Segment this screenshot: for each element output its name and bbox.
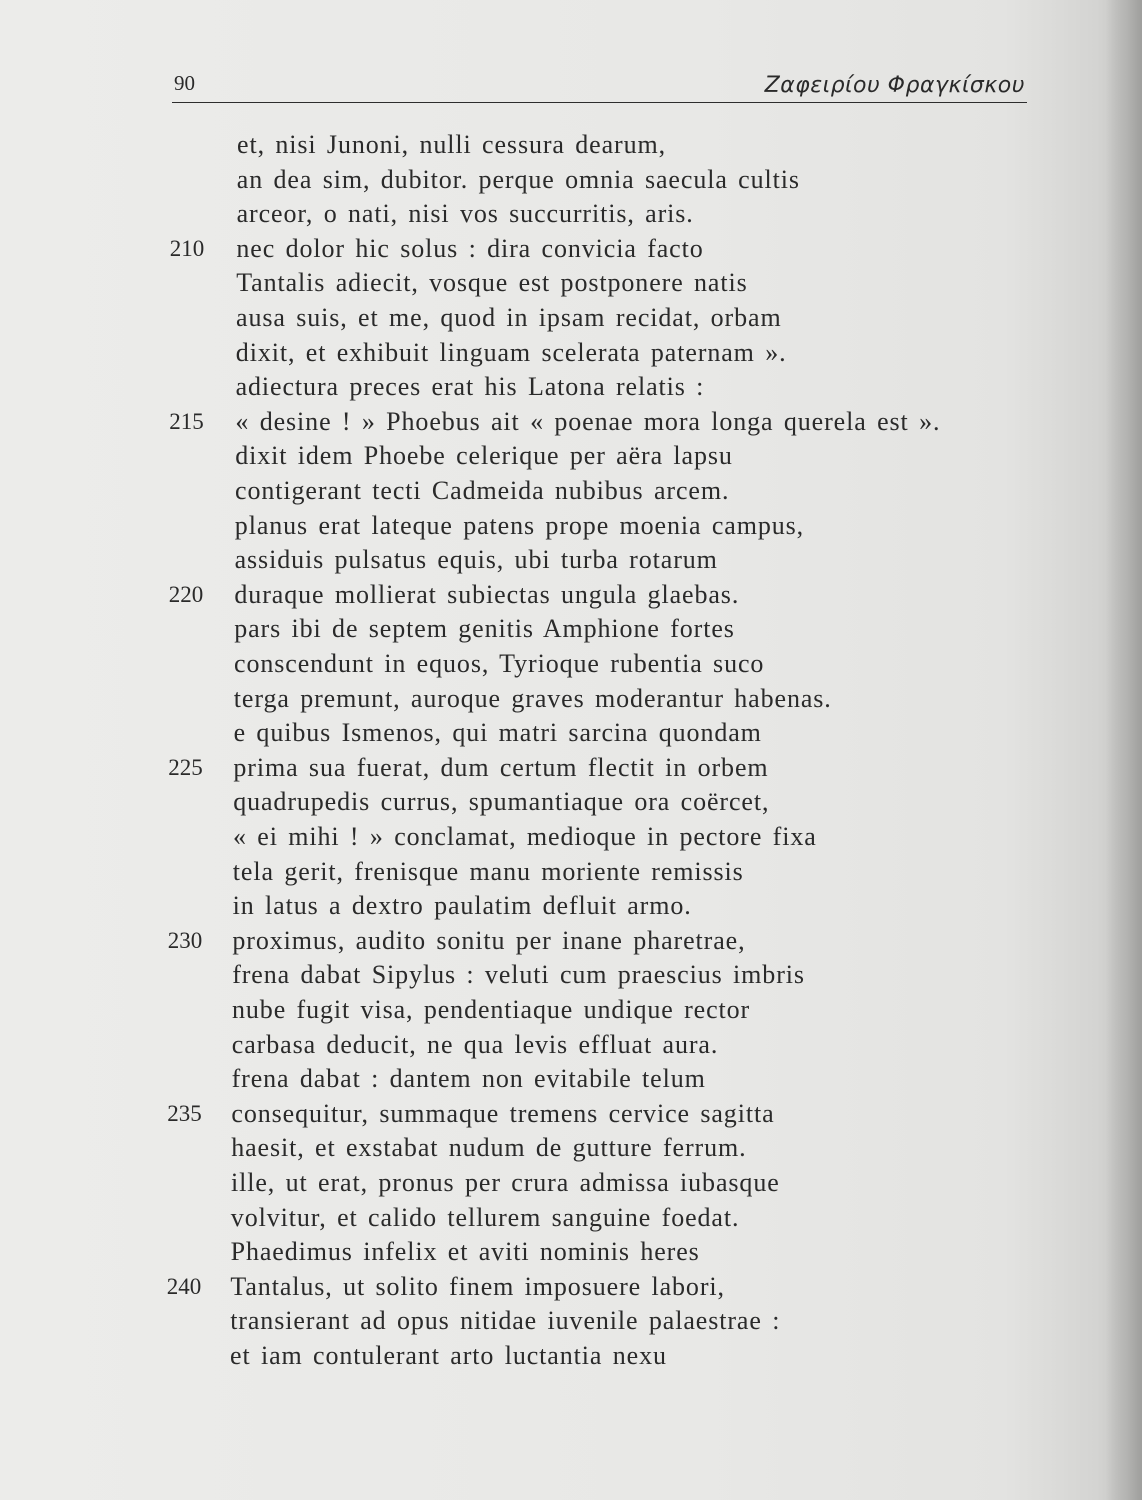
page-header (172, 62, 1027, 103)
verse-line: conscendunt in equos, Tyrioque rubentia suco (234, 649, 765, 678)
verse-line: transierant ad opus nitidae iuvenile palaestrae : (230, 1306, 781, 1336)
line-number: 215 (169, 408, 204, 434)
verse-line: an dea sim, dubitor. perque omnia saecula cultis (236, 164, 800, 194)
verse-line: Tantalus, ut solito finem imposuere labori, (230, 1271, 725, 1301)
verse-line: adiectura preces erat his Latona relatis : (235, 372, 705, 402)
verse-line: e quibus Ismenos, qui matri sarcina quondam (233, 718, 762, 748)
verse-line: pars ibi de septem genitis Amphione fortes (234, 614, 735, 644)
verse-line: terga premunt, auroque graves moderantur habenas. (233, 683, 832, 713)
running-head: Ζαφειρίου Φραγκίσκου (764, 73, 1025, 98)
verse-line: proximus, audito sonitu per inane pharetrae, (232, 925, 746, 955)
verse-line: quadrupedis currus, spumantiaque ora coërcet, (233, 787, 770, 817)
line-number: 210 (169, 235, 205, 261)
verse-line: prima sua fuerat, dum certum flectit in orbem (233, 752, 769, 782)
verse-line: tela gerit, frenisque manu moriente remissis (232, 856, 744, 886)
verse-line: duraque mollierat subiectas ungula glaebas. (234, 579, 740, 609)
verse-line: ausa suis, et me, quod in ipsam recidat, orbam (236, 303, 782, 332)
verse-line: in latus a dextro paulatim defluit armo. (232, 891, 692, 921)
verse-line: assiduis pulsatus equis, ubi turba rotarum (234, 545, 718, 575)
verse-line: ille, ut erat, pronus per crura admissa iubasque (231, 1168, 780, 1197)
line-number: 225 (168, 754, 203, 780)
line-number: 240 (166, 1273, 202, 1299)
line-number: 235 (167, 1100, 202, 1126)
verse-line: et, nisi Junoni, nulli cessura dearum, (237, 130, 667, 159)
page-number: 90 (174, 71, 195, 95)
verse-line: Tantalis adiecit, vosque est postponere natis (236, 268, 748, 298)
verse-line: et iam contulerant arto luctantia nexu (230, 1341, 667, 1370)
line-number: 220 (168, 581, 204, 607)
verse-line: nube fugit visa, pendentiaque undique rector (232, 995, 751, 1024)
verse-line: « desine ! » Phoebus ait « poenae mora longa querela est ». (235, 406, 941, 436)
verse-line: frena dabat : dantem non evitabile telum (231, 1064, 706, 1094)
verse-line: frena dabat Sipylus : veluti cum praescius imbris (232, 960, 805, 990)
verse-line: consequitur, summaque tremens cervice sagitta (231, 1098, 775, 1128)
verse-line: carbasa deducit, ne qua levis effluat aura. (231, 1029, 719, 1059)
line-number: 230 (167, 927, 203, 953)
verse-line: « ei mihi ! » conclamat, medioque in pectore fixa (233, 822, 817, 851)
verse-line: arceor, o nati, nisi vos succurritis, aris. (236, 199, 694, 229)
verse-line: haesit, et exstabat nudum de gutture ferrum. (231, 1133, 747, 1163)
verse-line: dixit idem Phoebe celerique per aëra lapsu (235, 441, 733, 471)
verse-line: contigerant tecti Cadmeida nubibus arcem. (235, 476, 730, 505)
verse-line: volvitur, et calido tellurem sanguine foedat. (230, 1202, 740, 1232)
verse-line: planus erat lateque patens prope moenia campus, (234, 510, 805, 540)
verse-line: nec dolor hic solus : dira convicia facto (236, 233, 704, 263)
verse-line: Phaedimus infelix et aviti nominis heres (230, 1237, 700, 1267)
verse-line: dixit, et exhibuit linguam scelerata paternam ». (235, 337, 787, 367)
book-spine-shadow (1106, 0, 1142, 1500)
